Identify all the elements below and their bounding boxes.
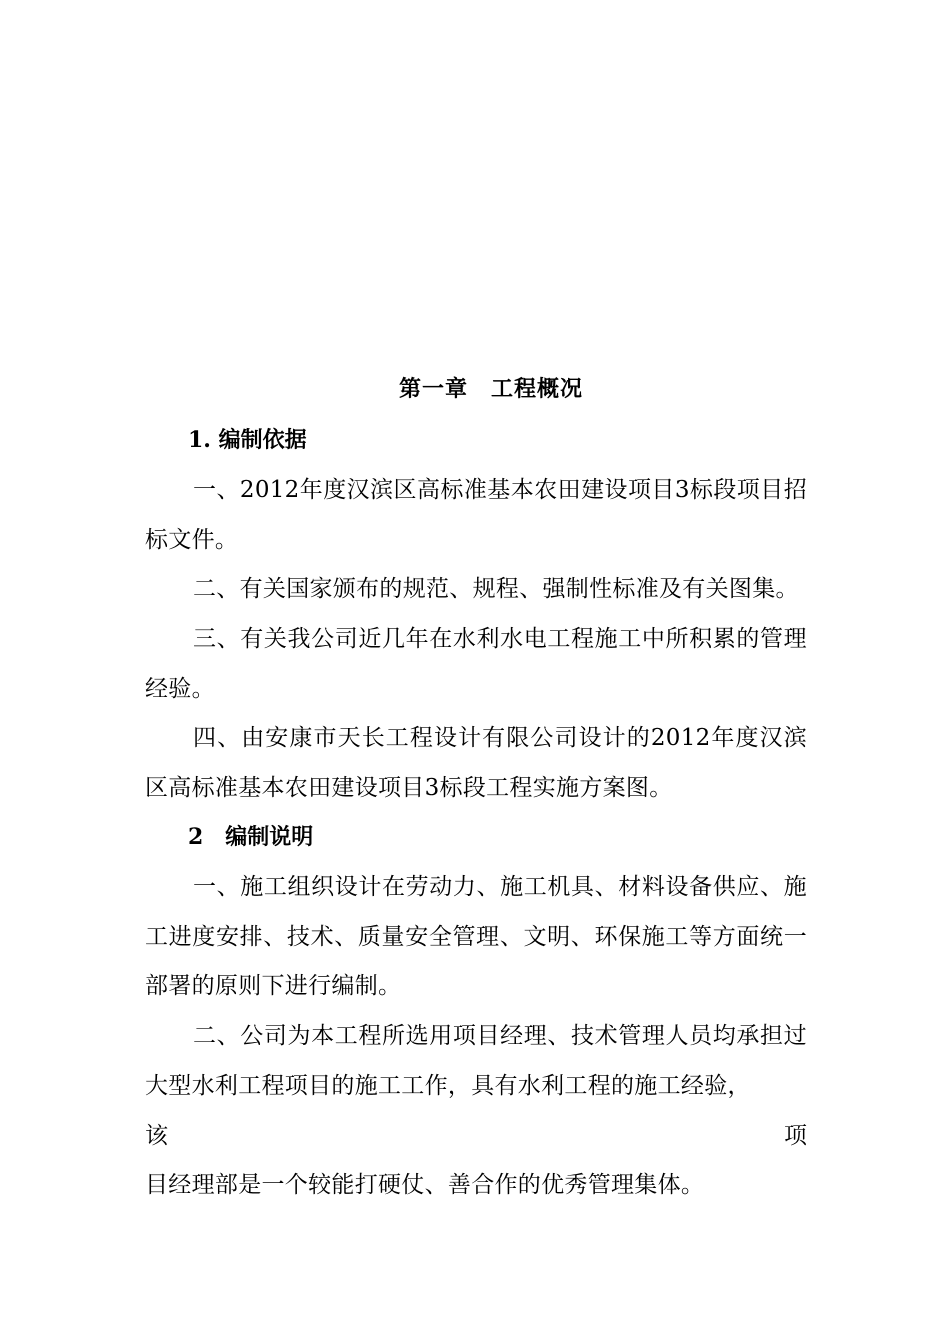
basis-paragraph-3: 三、有关我公司近几年在水利水电工程施工中所积累的管理经验。 <box>145 626 807 702</box>
basis-paragraph-1: 一、2012年度汉滨区高标准基本农田建设项目3标段项目招标文件。 <box>145 477 807 553</box>
chapter-title: 第一章 工程概况 <box>398 376 583 402</box>
split-line-right: 项 <box>784 1123 807 1149</box>
basis-paragraph-4: 四、由安康市天长工程设计有限公司设计的2012年度汉滨区高标准基本农田建设项目3标段工程实施方案图。 <box>145 725 807 801</box>
justified-split-line <box>145 1119 807 1153</box>
basis-paragraph-2: 二、有关国家颁布的规范、规程、强制性标准及有关图集。 <box>193 576 799 602</box>
notes-paragraph-1: 一、施工组织设计在劳动力、施工机具、材料设备供应、施工进度安排、技术、质量安全管理、文明、环保施工等方面统一部署的原则下进行编制。 <box>145 874 807 1000</box>
notes-paragraph-2: 二、公司为本工程所选用项目经理、技术管理人员均承担过大型水利工程项目的施工工作，具有水利工程的施工经验， <box>145 1023 807 1099</box>
split-line-left: 该 <box>145 1123 168 1149</box>
notes-last-line: 目经理部是一个较能打硬仗、善合作的优秀管理集体。 <box>145 1172 705 1198</box>
section-heading-basis: 1. 编制依据 <box>188 427 307 453</box>
section-heading-notes: 2 编制说明 <box>188 824 314 850</box>
